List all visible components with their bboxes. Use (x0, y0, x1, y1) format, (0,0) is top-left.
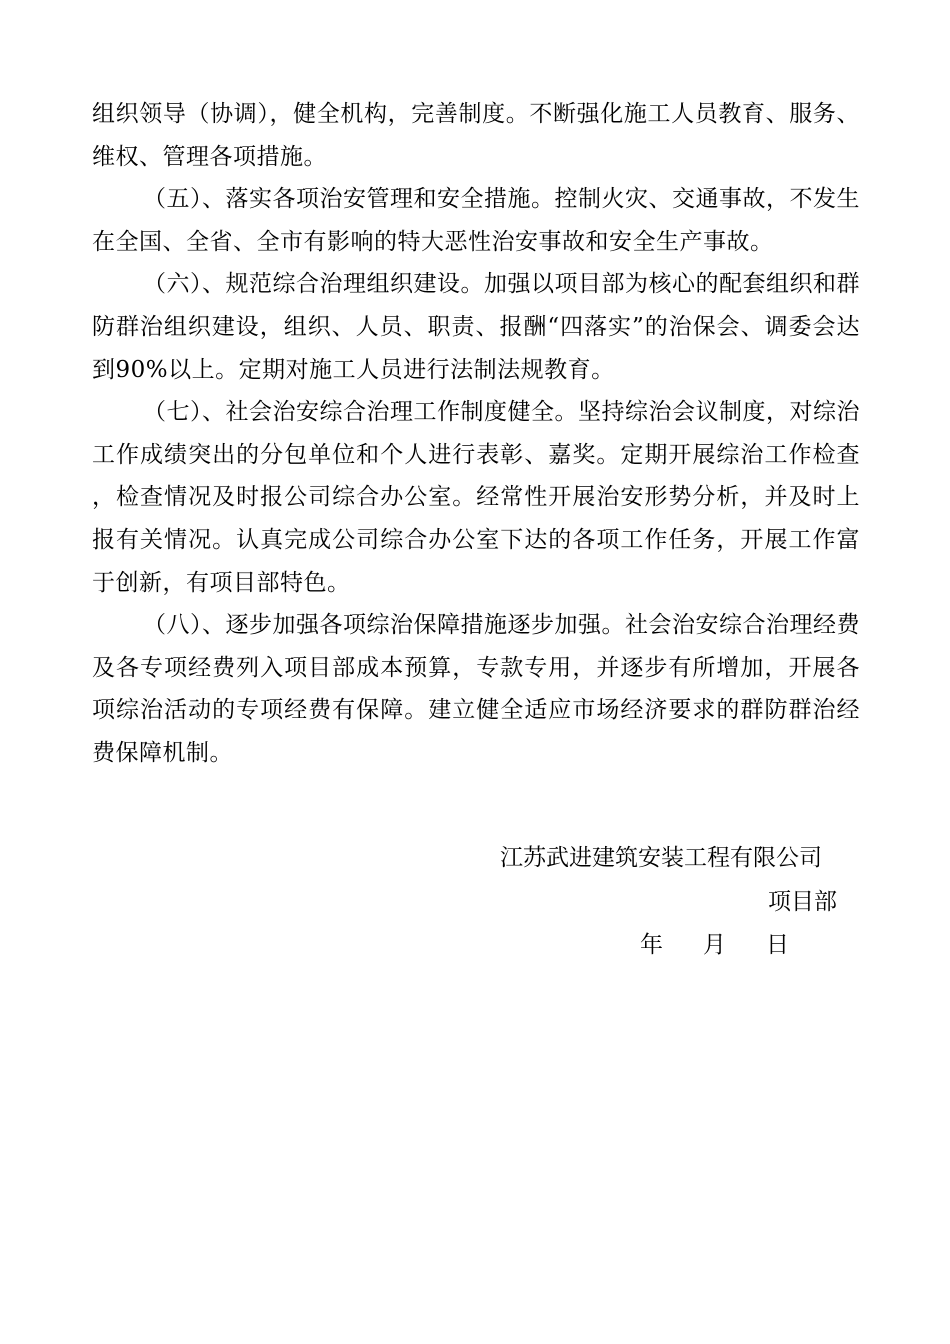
document-body (92, 93, 860, 775)
signature-company: 江苏武进建筑安装工程有限公司 (500, 845, 822, 871)
paragraph-item-8: （八）、逐步加强各项综治保障措施逐步加强。社会治安综合治理经费及各专项经费列入项目部成本预算，专款专用，并逐步有所增加，开展各项综治活动的专项经费有保障。建立健全适应市场经济要求的群防群治经费保障机制。 (92, 612, 860, 766)
paragraph-item-7: （七）、社会治安综合治理工作制度健全。坚持综治会议制度，对综治工作成绩突出的分包单位和个人进行表彰、嘉奖。定期开展综治工作检查，检查情况及时报公司综合办公室。经常性开展治安形势分析，并及时上报有关情况。认真完成公司综合办公室下达的各项工作任务，开展工作富于创新，有项目部特色。 (92, 399, 860, 596)
date-year-label: 年 (640, 932, 663, 958)
date-day-label: 日 (766, 932, 789, 958)
paragraph-continuation: 组织领导（协调），健全机构，完善制度。不断强化施工人员教育、服务、维权、管理各项措施。 (92, 101, 860, 170)
paragraph-item-6: （六）、规范综合治理组织建设。加强以项目部为核心的配套组织和群防群治组织建设，组织、人员、职责、报酬“四落实”的治保会、调委会达到90%以上。定期对施工人员进行法制法规教育。 (92, 271, 860, 383)
signature-date (640, 929, 789, 961)
paragraph-item-5: （五）、落实各项治安管理和安全措施。控制火灾、交通事故，不发生在全国、全省、全市有影响的特大恶性治安事故和安全生产事故。 (92, 186, 860, 255)
date-month-label: 月 (703, 932, 726, 958)
signature-department: 项目部 (768, 889, 837, 915)
